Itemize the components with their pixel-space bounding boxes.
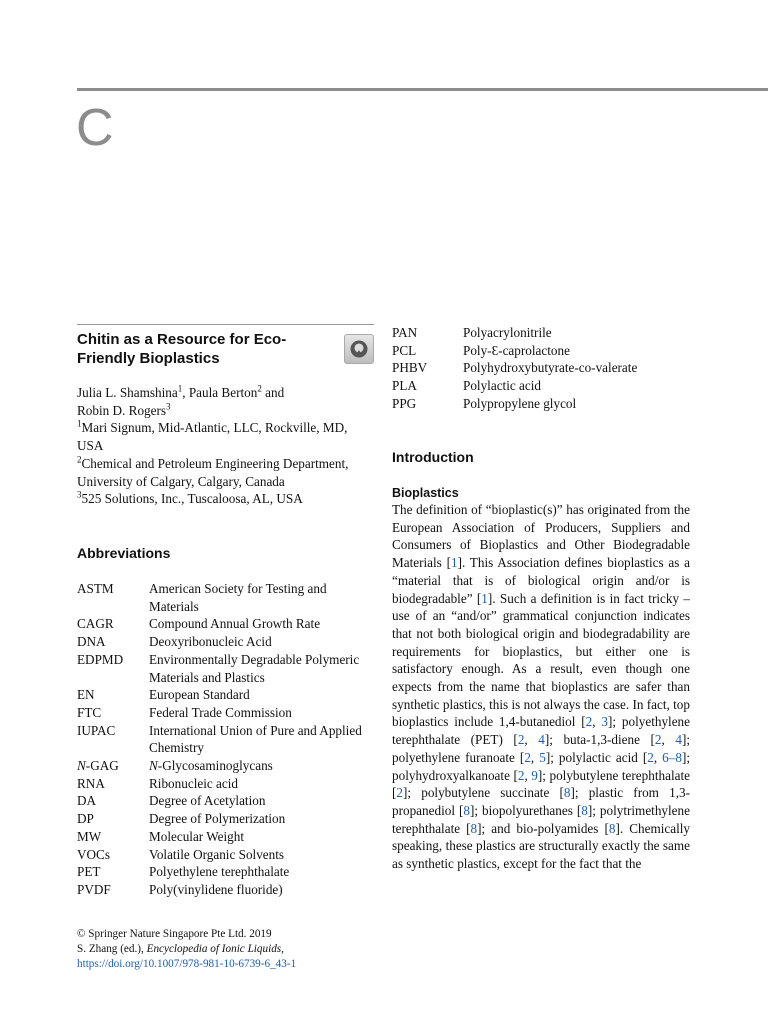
- affiliation: [77, 419, 372, 454]
- affiliation: [77, 455, 372, 490]
- body-text-run: ]. This Association defines bioplastics as a “material that is of biological origin and/or is biodegradable” [: [392, 555, 691, 606]
- abbreviation-definition: American Society for Testing and Materials: [149, 581, 327, 614]
- author-name: Paula Berton: [188, 385, 258, 400]
- abbreviation-row: [77, 846, 377, 864]
- body-paragraph: [392, 501, 690, 873]
- body-text-run: ,: [530, 749, 540, 765]
- citation-link[interactable]: 2: [396, 785, 403, 801]
- abbreviation-definition: European Standard: [149, 687, 250, 703]
- affiliation-number: 2: [77, 454, 82, 465]
- body-text-run: ]; polylactic acid [: [545, 749, 648, 765]
- author-name: Julia L. Shamshina: [77, 385, 178, 400]
- abbreviation-row: [77, 722, 377, 757]
- chapter-letter: C: [76, 99, 114, 157]
- abbreviation-row: [77, 828, 377, 846]
- abbreviation-term: CAGR: [77, 616, 114, 632]
- citation-link[interactable]: 3: [601, 714, 608, 730]
- body-text-run: ]; biopolyurethanes [: [469, 802, 582, 818]
- body-text-run: ,: [653, 749, 663, 765]
- abbreviation-row: [392, 324, 692, 342]
- definition-suffix: -Glycosaminoglycans: [157, 758, 273, 774]
- bioplastics-heading: Bioplastics: [392, 486, 459, 500]
- abbreviations-list-continued: [392, 324, 692, 413]
- abbreviation-row: [77, 792, 377, 810]
- body-text-run: ]; polybutylene terephthalate [: [392, 767, 690, 801]
- affiliation-number: 3: [77, 489, 82, 500]
- abbreviation-definition: Poly-Ɛ-caprolactone: [463, 342, 570, 358]
- abbreviation-row: [77, 615, 377, 633]
- abbreviation-term: MW: [77, 828, 102, 844]
- abbreviation-term: ASTM: [77, 581, 114, 596]
- abbreviation-term: DNA: [77, 634, 106, 650]
- body-text-run: ]; and bio-polyamides [: [477, 820, 609, 836]
- abbreviation-definition: Environmentally Degradable Polymeric Materials and Plastics: [149, 651, 360, 685]
- body-text-run: ]; polyethylene furanoate [: [392, 732, 691, 765]
- abbreviations-list: [77, 580, 377, 899]
- citation-link[interactable]: 2: [585, 714, 593, 730]
- abbreviation-term: IUPAC: [77, 722, 116, 738]
- abbreviation-row: [392, 342, 692, 360]
- abbreviation-term: EDPMD: [77, 651, 124, 667]
- citation-link[interactable]: 8: [581, 802, 588, 818]
- abbreviation-term: PCL: [392, 342, 417, 358]
- citation-link[interactable]: 8: [608, 820, 616, 836]
- body-text-run: ]; plastic from 1,3-propanediol [: [392, 785, 690, 818]
- abbreviation-definition: International Union of Pure and Applied Chemistry: [149, 722, 362, 756]
- abbreviation-term: PAN: [392, 325, 418, 340]
- abbreviation-definition: Polyacrylonitrile: [463, 325, 552, 340]
- introduction-heading: Introduction: [392, 449, 474, 465]
- author-block: [77, 384, 372, 508]
- term-suffix: -GAG: [85, 758, 119, 774]
- citation-link[interactable]: 2: [647, 749, 654, 765]
- abbreviation-term: DP: [77, 811, 94, 827]
- citation-link[interactable]: 8: [563, 785, 571, 801]
- doi-link[interactable]: https://doi.org/10.1007/978-981-10-6739-6_43-1: [77, 958, 297, 970]
- body-text-run: ]; buta-1,3-diene [: [544, 732, 655, 748]
- abbreviation-term: PVDF: [77, 881, 111, 897]
- abbreviation-row: [392, 377, 692, 395]
- abbreviation-definition: Polyethylene terephthalate: [149, 864, 290, 880]
- citation-link[interactable]: 1: [450, 555, 458, 571]
- citation-link[interactable]: 8: [470, 820, 478, 836]
- abbreviation-definition: Deoxyribonucleic Acid: [149, 634, 272, 650]
- affiliation-text: Chemical and Petroleum Engineering Department, University of Calgary, Calgary, Canada: [77, 455, 349, 489]
- body-text-run: ]. Chemically speaking, these plastics are structurally exactly the same as synthetic plastics, except for the fact that the: [392, 820, 690, 872]
- author-affil-mark: 3: [166, 401, 171, 412]
- footer: [77, 927, 397, 972]
- body-text-run: ]; polyhydroxyalkanoate [: [392, 749, 690, 783]
- affiliation-text: 525 Solutions, Inc., Tuscaloosa, AL, USA: [81, 491, 303, 507]
- abbreviation-definition: Polyhydroxybutyrate-co-valerate: [463, 360, 638, 376]
- abbreviation-row: [77, 651, 377, 686]
- affiliation-text: Mari Signum, Mid-Atlantic, LLC, Rockville, MD, USA: [77, 420, 348, 454]
- citation-link[interactable]: 2: [517, 732, 525, 748]
- abbreviation-row: [77, 704, 377, 722]
- body-text-run: ]; polyethylene terephthalate (PET) [: [392, 714, 691, 748]
- doi-line: [77, 957, 397, 972]
- author-name: Robin D. Rogers: [77, 402, 167, 418]
- check-for-updates-icon[interactable]: [344, 334, 374, 364]
- body-text-run: ]. Such a definition is in fact tricky – use of an “and/or” grammatical conjunction indicates that not both biological origin and biodegradability are requirements for bioplastics, but either one is satisfactory enough. As a result, even though one expects from the name that bioplastics are safer than synthetic plastics, this is not always the case. In fact, top bioplastics include 1,4-butanediol [: [392, 590, 690, 730]
- abbreviation-definition: Volatile Organic Solvents: [149, 846, 285, 862]
- book-title: Encyclopedia of Ionic Liquids: [146, 943, 282, 955]
- abbreviation-definition: Molecular Weight: [149, 828, 245, 844]
- citation-link[interactable]: 2: [517, 767, 525, 783]
- abbreviation-row: [77, 633, 377, 651]
- body-text-run: ,: [661, 732, 676, 748]
- abbreviation-term: PHBV: [392, 360, 428, 376]
- affiliation-number: 1: [77, 419, 82, 430]
- author-affil-mark: 2: [257, 383, 262, 394]
- abbreviation-term: [77, 757, 149, 775]
- abbreviation-row: [392, 395, 692, 413]
- book-suffix: ,: [281, 943, 284, 955]
- body-text-run: ,: [524, 767, 532, 783]
- abbreviation-term: VOCs: [77, 846, 110, 862]
- author-line-1: [77, 384, 372, 402]
- abbreviation-row: [77, 863, 377, 881]
- affiliation: [77, 490, 372, 508]
- citation-link[interactable]: 4: [538, 732, 545, 748]
- abbreviation-term: EN: [77, 687, 95, 703]
- citation-link[interactable]: 8: [463, 802, 470, 818]
- abbreviation-definition: Degree of Acetylation: [149, 793, 266, 809]
- author-line-2: [77, 402, 372, 420]
- citation-link[interactable]: 4: [675, 732, 682, 748]
- body-text-run: ]; polytrimethylene terephthalate [: [392, 802, 690, 836]
- article-title: Chitin as a Resource for Eco-Friendly Bioplastics: [77, 331, 287, 367]
- citation-link[interactable]: 2: [654, 732, 662, 748]
- abbreviation-definition: Federal Trade Commission: [149, 704, 292, 720]
- citation-link[interactable]: 1: [481, 590, 488, 606]
- abbreviation-row: [77, 757, 377, 775]
- abbreviation-term: DA: [77, 793, 97, 809]
- body-text-run: The definition of “bioplastic(s)” has originated from the European Association of Producers, Suppliers and Consumers of Bioplastics and Other Biodegradable Materials [: [392, 502, 690, 571]
- abbreviation-term: RNA: [77, 775, 105, 791]
- abbreviation-row: [77, 580, 377, 615]
- citation-link[interactable]: 9: [531, 767, 538, 783]
- citation-link[interactable]: 5: [539, 749, 546, 765]
- crossmark-glyph: [349, 339, 369, 359]
- abbreviation-term: FTC: [77, 704, 102, 720]
- abbreviation-term: PPG: [392, 395, 417, 411]
- body-text-run: ,: [524, 732, 539, 748]
- abbreviation-row: [77, 775, 377, 793]
- abbreviation-term: PET: [77, 864, 101, 880]
- abbreviation-definition: Polypropylene glycol: [463, 395, 577, 411]
- abbreviation-term: PLA: [392, 378, 417, 394]
- citation-link[interactable]: 2: [524, 749, 531, 765]
- abbreviation-definition: [149, 757, 377, 775]
- body-text-run: ]; polybutylene succinate [: [403, 785, 564, 801]
- abbreviation-row: [77, 881, 377, 899]
- italic-n: N: [77, 758, 86, 774]
- copyright-line: © Springer Nature Singapore Pte Ltd. 2019: [77, 928, 272, 940]
- italic-n: N: [149, 758, 158, 774]
- abbreviation-row: [77, 686, 377, 704]
- editor-text: S. Zhang (ed.),: [77, 943, 147, 955]
- author-separator: ,: [182, 385, 189, 400]
- abbreviation-definition: Degree of Polymerization: [149, 811, 286, 827]
- abbreviations-heading: Abbreviations: [77, 545, 171, 561]
- abbreviation-row: [77, 810, 377, 828]
- abbreviation-definition: Ribonucleic acid: [149, 775, 238, 791]
- abbreviation-definition: Compound Annual Growth Rate: [149, 616, 321, 632]
- author-affil-mark: 1: [177, 383, 183, 394]
- citation-line: [77, 942, 397, 957]
- abbreviation-row: [392, 359, 692, 377]
- citation-link[interactable]: 6–8: [662, 749, 682, 765]
- author-conjunction: and: [261, 385, 285, 400]
- body-text-run: ,: [592, 714, 602, 730]
- title-rule: [77, 324, 374, 325]
- abbreviation-definition: Poly(vinylidene fluoride): [149, 881, 283, 897]
- top-rule: [77, 88, 768, 91]
- abbreviation-definition: Polylactic acid: [463, 378, 541, 394]
